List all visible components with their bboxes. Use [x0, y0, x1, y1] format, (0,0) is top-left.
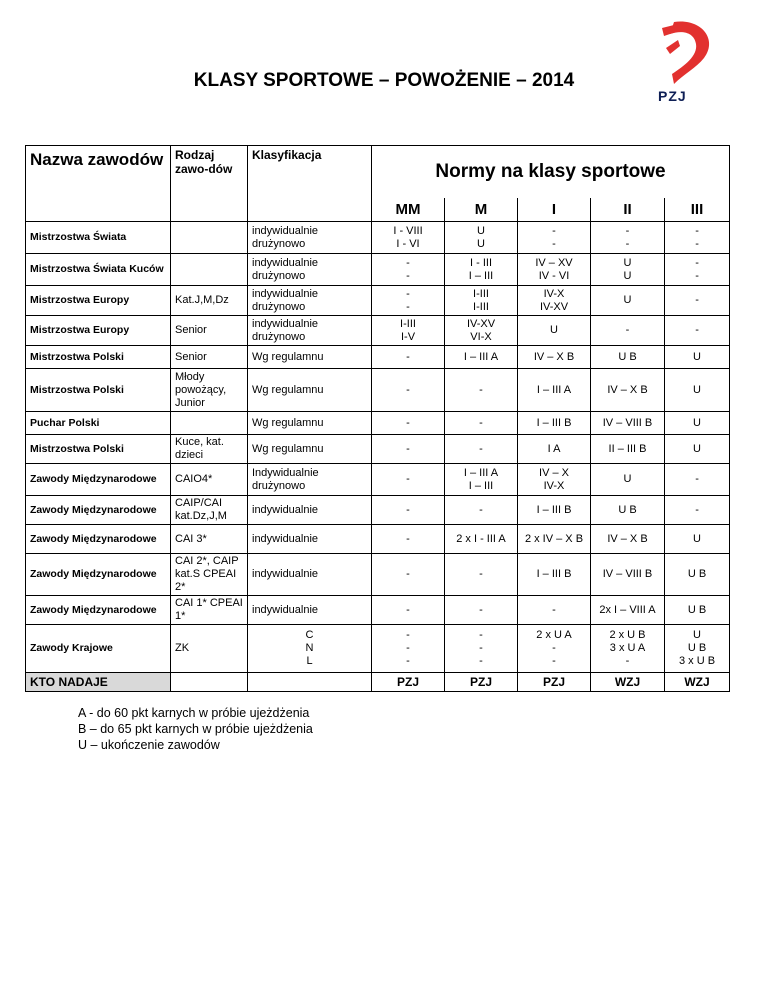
- footer-value: WZJ: [665, 673, 730, 692]
- norm-value: U: [693, 442, 701, 455]
- norm-mm: [372, 625, 445, 673]
- norm-value: I – III A: [536, 383, 572, 396]
- header-classification: Klasyfikacja: [248, 146, 372, 222]
- norm-mm: [372, 596, 445, 625]
- table-row: [26, 496, 730, 525]
- norm-value: U: [477, 224, 485, 237]
- norm-m: [445, 554, 518, 596]
- footer-label: KTO NADAJE: [26, 673, 171, 692]
- norm-mm: [372, 525, 445, 554]
- norm-value: -: [479, 442, 483, 455]
- header-type: Rodzaj zawo-dów: [171, 146, 248, 222]
- classification: [248, 596, 372, 625]
- competition-name: Zawody Międzynarodowe: [26, 464, 171, 496]
- norm-mm: [372, 435, 445, 464]
- competition-type: Senior: [171, 346, 248, 369]
- competition-name: Zawody Międzynarodowe: [26, 496, 171, 525]
- norm-i: [518, 346, 591, 369]
- norm-value: IV - VI: [538, 269, 570, 282]
- norm-value: -: [552, 224, 556, 237]
- classification: [248, 346, 372, 369]
- table-row: [26, 412, 730, 435]
- norm-value: -: [406, 603, 410, 616]
- norm-value: -: [695, 294, 699, 306]
- norm-value: IV – VIII B: [602, 416, 653, 429]
- footer-value: PZJ: [372, 673, 445, 692]
- norm-value: U: [693, 383, 701, 396]
- norm-value: I – III B: [536, 568, 572, 580]
- norm-value: 3 x U B: [678, 655, 716, 667]
- footer-value: PZJ: [445, 673, 518, 692]
- classification-line: N: [305, 642, 314, 654]
- norm-value: I – III B: [536, 503, 572, 516]
- pzj-logo: [644, 18, 728, 110]
- norm-value: I – III B: [536, 416, 572, 429]
- classification: [248, 316, 372, 346]
- footer-row: [26, 673, 730, 692]
- classification-line: drużynowo: [252, 300, 306, 313]
- norm-mm: [372, 369, 445, 412]
- competition-type: CAI 2*, CAIP kat.S CPEAI 2*: [171, 554, 248, 596]
- competition-name: Mistrzostwa Polski: [26, 346, 171, 369]
- norm-m: [445, 464, 518, 496]
- competition-type: CAI 3*: [171, 525, 248, 554]
- norm-value: -: [406, 532, 410, 545]
- norm-value: U: [693, 532, 701, 545]
- classification-line: Wg regulamnu: [252, 350, 324, 363]
- norm-value: II – III B: [608, 442, 647, 455]
- competition-type: ZK: [171, 625, 248, 673]
- norm-ii: [591, 554, 665, 596]
- pzj-logo-icon: [644, 18, 728, 88]
- norm-value: I – III A: [463, 350, 499, 363]
- norm-value: VI-X: [470, 330, 492, 343]
- norm-value: -: [625, 655, 630, 667]
- norm-value: -: [552, 655, 556, 667]
- norm-mm: [372, 222, 445, 254]
- norm-value: IV – X B: [533, 350, 575, 363]
- norm-ii: [591, 286, 665, 316]
- norm-iii: [665, 222, 730, 254]
- norm-value: I - VI: [396, 237, 420, 250]
- norm-value: -: [479, 603, 483, 616]
- competition-type: Senior: [171, 316, 248, 346]
- norm-i: [518, 222, 591, 254]
- norm-mm: [372, 254, 445, 286]
- norm-value: U: [693, 629, 701, 641]
- header-name: Nazwa zawodów: [26, 146, 171, 222]
- norm-value: U B: [687, 568, 707, 580]
- norm-m: [445, 254, 518, 286]
- note-a: A - do 60 pkt karnych w próbie ujeżdżenia: [78, 706, 310, 720]
- note-b: B – do 65 pkt karnych w próbie ujeżdżenia: [78, 722, 313, 736]
- notes: [78, 705, 313, 753]
- table-row: [26, 435, 730, 464]
- table-row: [26, 316, 730, 346]
- classification-line: Wg regulamnu: [252, 383, 324, 396]
- norm-value: U: [693, 350, 701, 363]
- classification-line: indywidualnie: [252, 503, 319, 516]
- norm-value: I - VIII: [393, 224, 423, 237]
- norm-i: [518, 316, 591, 346]
- norm-value: -: [479, 655, 483, 667]
- norm-value: I-V: [400, 330, 416, 343]
- classification: [248, 496, 372, 525]
- norm-iii: [665, 369, 730, 412]
- classification: [248, 222, 372, 254]
- table-row: [26, 464, 730, 496]
- norm-ii: [591, 525, 665, 554]
- norm-value: 3 x U A: [609, 642, 646, 654]
- norm-mm: [372, 316, 445, 346]
- classification-line: Wg regulamnu: [252, 416, 324, 429]
- norm-value: I – III A: [463, 466, 499, 479]
- norm-i: [518, 254, 591, 286]
- competition-type: Kat.J,M,Dz: [171, 286, 248, 316]
- competition-name: Zawody Międzynarodowe: [26, 596, 171, 625]
- norm-value: -: [406, 473, 410, 485]
- norm-ii: [591, 435, 665, 464]
- classification-line: indywidualnie: [252, 224, 319, 237]
- norm-value: -: [406, 416, 410, 429]
- classification-line: indywidualnie: [252, 256, 319, 269]
- norm-mm: [372, 496, 445, 525]
- competition-type: CAI 1* CPEAI 1*: [171, 596, 248, 625]
- classification-line: indywidualnie: [252, 568, 319, 580]
- norm-value: U: [477, 237, 485, 250]
- norm-i: [518, 435, 591, 464]
- logo-text: PZJ: [658, 88, 687, 104]
- norm-iii: [665, 412, 730, 435]
- norm-value: -: [406, 383, 410, 396]
- classification-line: L: [306, 655, 313, 667]
- col-mm: MM: [372, 198, 445, 222]
- norm-iii: [665, 554, 730, 596]
- norm-ii: [591, 222, 665, 254]
- norm-value: U B: [687, 642, 707, 654]
- norm-value: -: [406, 269, 410, 282]
- col-ii: II: [591, 198, 665, 222]
- norm-value: -: [625, 237, 630, 250]
- norm-iii: [665, 346, 730, 369]
- norm-mm: [372, 286, 445, 316]
- norm-ii: [591, 316, 665, 346]
- table-row: [26, 554, 730, 596]
- classification-line: indywidualnie: [252, 532, 319, 545]
- norm-i: [518, 369, 591, 412]
- classification-line: indywidualnie: [252, 287, 319, 300]
- classification: [248, 554, 372, 596]
- norm-value: IV-XV: [466, 317, 496, 330]
- classification: [248, 625, 372, 673]
- competition-type: Kuce, kat. dzieci: [171, 435, 248, 464]
- norm-value: I A: [547, 442, 561, 455]
- norm-iii: [665, 254, 730, 286]
- competition-name: Mistrzostwa Europy: [26, 286, 171, 316]
- classification-line: drużynowo: [252, 479, 306, 492]
- classification: [248, 412, 372, 435]
- col-iii: III: [665, 198, 730, 222]
- norm-ii: [591, 496, 665, 525]
- classification: [248, 525, 372, 554]
- norm-value: -: [695, 473, 699, 485]
- norm-value: -: [406, 256, 410, 269]
- norm-mm: [372, 554, 445, 596]
- page-title: KLASY SPORTOWE – POWOŻENIE – 2014: [193, 70, 575, 91]
- norm-value: -: [406, 655, 410, 667]
- norm-value: -: [552, 603, 556, 616]
- classification: [248, 254, 372, 286]
- norm-i: [518, 286, 591, 316]
- norm-value: IV-X: [543, 479, 565, 492]
- norm-ii: [591, 254, 665, 286]
- classification-line: Wg regulamnu: [252, 442, 324, 455]
- norm-value: IV-XV: [539, 300, 569, 313]
- table-row: [26, 346, 730, 369]
- table-row: [26, 286, 730, 316]
- table-row: [26, 525, 730, 554]
- competition-name: Mistrzostwa Świata: [26, 222, 171, 254]
- table-row: [26, 254, 730, 286]
- norm-iii: [665, 596, 730, 625]
- competition-name: Zawody Krajowe: [26, 625, 171, 673]
- norm-value: -: [406, 300, 410, 313]
- norm-value: -: [406, 442, 410, 455]
- norm-value: -: [625, 324, 630, 336]
- norm-value: I-III: [473, 287, 489, 300]
- norm-iii: [665, 286, 730, 316]
- classification: [248, 369, 372, 412]
- norm-value: U B: [618, 503, 637, 516]
- norm-value: U: [550, 324, 558, 336]
- norm-value: I-III: [400, 317, 416, 330]
- norm-m: [445, 369, 518, 412]
- norm-value: 2 x I - III A: [456, 532, 506, 545]
- header-row: [26, 146, 730, 198]
- norm-ii: [591, 464, 665, 496]
- competition-type: [171, 254, 248, 286]
- norm-m: [445, 286, 518, 316]
- norm-i: [518, 554, 591, 596]
- norm-value: -: [552, 642, 556, 654]
- table-row: [26, 596, 730, 625]
- norm-m: [445, 412, 518, 435]
- norm-value: IV – X B: [607, 532, 648, 545]
- norm-value: U: [623, 473, 632, 485]
- competition-name: Zawody Międzynarodowe: [26, 554, 171, 596]
- norm-m: [445, 222, 518, 254]
- competition-name: Mistrzostwa Polski: [26, 369, 171, 412]
- norm-ii: [591, 412, 665, 435]
- norm-iii: [665, 316, 730, 346]
- norm-value: U: [623, 256, 632, 269]
- col-m: M: [445, 198, 518, 222]
- competition-name: Mistrzostwa Świata Kuców: [26, 254, 171, 286]
- norm-value: IV – VIII B: [602, 568, 653, 580]
- classification-line: Indywidualnie: [252, 466, 319, 479]
- competition-type: CAIP/CAI kat.Dz,J,M: [171, 496, 248, 525]
- norm-m: [445, 346, 518, 369]
- competition-name: Puchar Polski: [26, 412, 171, 435]
- classification-line: drużynowo: [252, 269, 306, 282]
- norm-value: U: [623, 269, 632, 282]
- norm-iii: [665, 435, 730, 464]
- norm-mm: [372, 346, 445, 369]
- norm-i: [518, 596, 591, 625]
- norm-mm: [372, 464, 445, 496]
- norm-value: -: [406, 503, 410, 516]
- classification-line: drużynowo: [252, 330, 306, 343]
- norm-value: U B: [687, 603, 707, 616]
- norm-value: -: [695, 256, 699, 269]
- norm-value: I – III: [468, 479, 494, 492]
- norm-value: IV – X: [539, 466, 569, 479]
- norm-m: [445, 596, 518, 625]
- norm-value: I – III: [468, 269, 494, 282]
- table-row: [26, 625, 730, 673]
- norm-value: I-III: [473, 300, 489, 313]
- footer-value: PZJ: [518, 673, 591, 692]
- footer-empty: [248, 673, 372, 692]
- norm-value: 2 x U A: [536, 629, 572, 641]
- classification: [248, 286, 372, 316]
- norm-value: -: [695, 224, 699, 237]
- norm-value: -: [406, 350, 410, 363]
- norm-i: [518, 525, 591, 554]
- classification: [248, 464, 372, 496]
- norm-value: -: [695, 503, 699, 516]
- norm-value: IV – XV: [535, 256, 573, 269]
- norm-m: [445, 496, 518, 525]
- norm-iii: [665, 525, 730, 554]
- competition-name: Zawody Międzynarodowe: [26, 525, 171, 554]
- norm-value: -: [479, 503, 483, 516]
- classification-line: indywidualnie: [252, 603, 319, 616]
- norm-i: [518, 496, 591, 525]
- norm-value: IV-X: [543, 287, 565, 300]
- norm-iii: [665, 625, 730, 673]
- norm-value: -: [479, 416, 483, 429]
- norm-value: -: [479, 568, 483, 580]
- norm-value: -: [695, 324, 699, 336]
- norm-ii: [591, 346, 665, 369]
- norm-i: [518, 625, 591, 673]
- norm-mm: [372, 412, 445, 435]
- norm-value: -: [695, 237, 699, 250]
- norm-value: -: [406, 568, 410, 580]
- header-norms: Normy na klasy sportowe: [372, 146, 730, 198]
- norm-value: U: [693, 416, 701, 429]
- norm-value: -: [625, 224, 630, 237]
- table-row: [26, 222, 730, 254]
- norm-value: -: [406, 642, 410, 654]
- norm-ii: [591, 369, 665, 412]
- norm-ii: [591, 596, 665, 625]
- norm-value: U: [623, 294, 632, 306]
- norm-m: [445, 435, 518, 464]
- norm-iii: [665, 464, 730, 496]
- norm-value: 2 x IV – X B: [524, 532, 584, 545]
- classes-table: [25, 145, 730, 692]
- norm-m: [445, 316, 518, 346]
- col-i: I: [518, 198, 591, 222]
- classification-line: indywidualnie: [252, 317, 319, 330]
- footer-value: WZJ: [591, 673, 665, 692]
- norm-value: I - III: [470, 256, 492, 269]
- norm-value: IV – X B: [607, 383, 648, 396]
- classification-line: drużynowo: [252, 237, 306, 250]
- norm-value: -: [479, 629, 483, 641]
- competition-name: Mistrzostwa Polski: [26, 435, 171, 464]
- norm-iii: [665, 496, 730, 525]
- norm-value: 2 x U B: [609, 629, 646, 641]
- competition-type: Młody powożący, Junior: [171, 369, 248, 412]
- classification-line: C: [305, 629, 314, 641]
- table-row: [26, 369, 730, 412]
- norm-m: [445, 625, 518, 673]
- competition-type: [171, 412, 248, 435]
- norm-ii: [591, 625, 665, 673]
- classification: [248, 435, 372, 464]
- competition-type: CAIO4*: [171, 464, 248, 496]
- norm-value: 2x I – VIII A: [599, 603, 656, 616]
- norm-value: -: [406, 629, 410, 641]
- norm-m: [445, 525, 518, 554]
- norm-value: U B: [618, 350, 637, 363]
- norm-i: [518, 464, 591, 496]
- norm-i: [518, 412, 591, 435]
- footer-empty: [171, 673, 248, 692]
- norm-value: -: [479, 383, 483, 396]
- competition-type: [171, 222, 248, 254]
- norm-value: -: [479, 642, 483, 654]
- norm-value: -: [552, 237, 556, 250]
- note-u: U – ukończenie zawodów: [78, 738, 220, 752]
- norm-value: -: [695, 269, 699, 282]
- competition-name: Mistrzostwa Europy: [26, 316, 171, 346]
- norm-value: -: [406, 287, 410, 300]
